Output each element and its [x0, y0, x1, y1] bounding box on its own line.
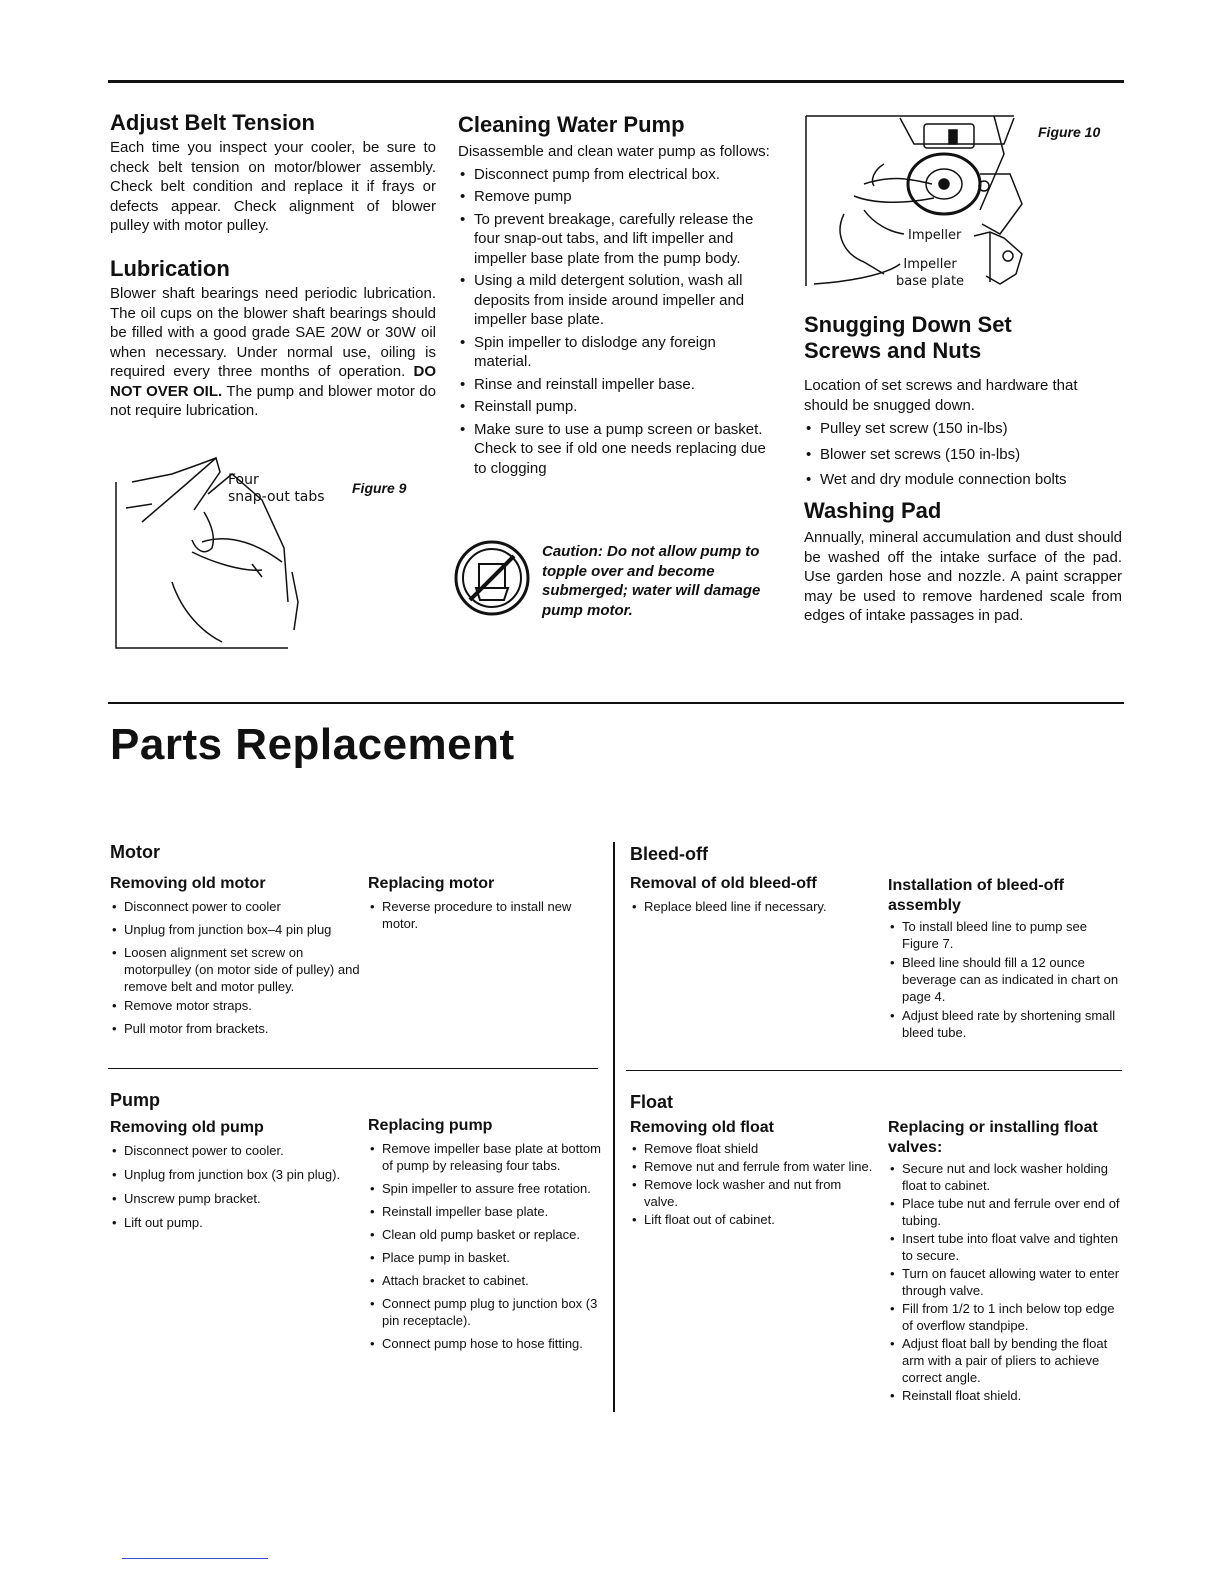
- list-item: • Secure nut and lock washer holding float to cabinet.: [888, 1160, 1124, 1194]
- washing-text: Annually, mineral accumulation and dust should be washed off the intake surface of the pad. Use garden hose and nozzle. A paint scrapper may be used to remove hardened scale from edges of intake passages in pad.: [804, 529, 1122, 624]
- list-item: • Connect pump hose to hose fitting.: [368, 1335, 604, 1352]
- list-item: • Spin impeller to assure free rotation.: [368, 1180, 604, 1197]
- top-rule: [108, 80, 1124, 83]
- pump-title-wrap: [110, 1090, 160, 1111]
- list-item: • Remove nut and ferrule from water line.: [630, 1158, 878, 1175]
- float-removing-list: [630, 1140, 878, 1228]
- pump-cleaning-title: Cleaning Water Pump: [458, 112, 685, 137]
- snugging-intro: Location of set screws and hardware that should be snugged down.: [804, 377, 1078, 414]
- list-item: • Disconnect power to cooler: [110, 898, 360, 915]
- motor-replacing-list: [368, 898, 588, 932]
- list-item: • Attach bracket to cabinet.: [368, 1272, 604, 1289]
- float-removing-title: Removing old float: [630, 1119, 774, 1136]
- list-item: • To install bleed line to pump see Figure 7.: [888, 918, 1124, 952]
- list-item: • Make sure to use a pump screen or basket. Check to see if old one needs replacing due to clogging: [458, 420, 770, 479]
- list-item: • Pull motor from brackets.: [110, 1020, 360, 1037]
- list-item: • Loosen alignment set screw on motorpulley (on motor side of pulley) and remove belt and motor pulley.: [110, 944, 360, 995]
- list-item: • Remove lock washer and nut from valve.: [630, 1176, 878, 1210]
- bleed-install-list: [888, 918, 1124, 1041]
- column-divider: [613, 842, 615, 1412]
- list-item: • Unscrew pump bracket.: [110, 1190, 360, 1207]
- motor-divider: [108, 1068, 598, 1069]
- list-item: • Remove pump: [458, 187, 770, 207]
- list-item: • Disconnect power to cooler.: [110, 1142, 360, 1159]
- lubrication-section: [110, 256, 436, 421]
- bleed-title-wrap: [630, 844, 708, 865]
- pump-removing: [110, 1118, 360, 1231]
- list-item: • Unplug from junction box–4 pin plug: [110, 921, 360, 938]
- figure-10: [804, 114, 1124, 294]
- motor-replacing: [368, 874, 588, 932]
- list-item: • Remove float shield: [630, 1140, 878, 1157]
- list-item: • Adjust bleed rate by shortening small bleed tube.: [888, 1007, 1124, 1041]
- belt-section: [110, 110, 436, 236]
- list-item: • Clean old pump basket or replace.: [368, 1226, 604, 1243]
- list-item: • Rinse and reinstall impeller base.: [458, 375, 770, 395]
- snugging-title: Snugging Down Set Screws and Nuts: [804, 312, 1012, 363]
- motor-removing-title: Removing old motor: [110, 875, 266, 892]
- float-replacing: [888, 1118, 1124, 1404]
- figure-9: [112, 452, 412, 657]
- list-item: • Lift float out of cabinet.: [630, 1211, 878, 1228]
- motor-title-wrap: [110, 842, 160, 863]
- list-item: • Reinstall impeller base plate.: [368, 1203, 604, 1220]
- list-item: • Bleed line should fill a 12 ounce beverage can as indicated in chart on page 4.: [888, 954, 1124, 1005]
- pump-removing-list: [110, 1142, 360, 1231]
- list-item: • Connect pump plug to junction box (3 pin receptacle).: [368, 1295, 604, 1329]
- figure-10-label: Figure 10: [1038, 124, 1101, 140]
- list-item: • Place tube nut and ferrule over end of tubing.: [888, 1195, 1124, 1229]
- bleed-removal-list: [630, 898, 880, 915]
- list-item: • Adjust float ball by bending the float arm with a pair of pliers to achieve correct angle.: [888, 1335, 1124, 1386]
- pump-removing-title: Removing old pump: [110, 1119, 264, 1136]
- washing-title: Washing Pad: [804, 498, 942, 523]
- page-title: Parts Replacement: [110, 720, 515, 769]
- float-replacing-list: [888, 1160, 1124, 1404]
- pump-replacing-title: Replacing pump: [368, 1117, 493, 1134]
- bleed-removal: [630, 874, 880, 915]
- bleed-title: Bleed-off: [630, 844, 708, 864]
- list-item: • Pulley set screw (150 in-lbs): [804, 419, 1124, 439]
- list-item: • Remove motor straps.: [110, 997, 360, 1014]
- figure-9-callout: Four snap-out tabs: [228, 472, 325, 505]
- list-item: • Place pump in basket.: [368, 1249, 604, 1266]
- belt-title: Adjust Belt Tension: [110, 110, 315, 135]
- motor-removing: [110, 874, 360, 1037]
- float-replacing-title: Replacing or installing float valves:: [888, 1119, 1098, 1156]
- caution-icon: [452, 538, 532, 618]
- washing-section: [804, 498, 1122, 626]
- figure-9-label: Figure 9: [352, 480, 407, 496]
- list-item: • Using a mild detergent solution, wash all deposits from inside around impeller and impeller base plate.: [458, 271, 770, 330]
- mid-rule: [108, 702, 1124, 704]
- pump-replacing-list: [368, 1140, 604, 1352]
- motor-removing-list: [110, 898, 360, 1037]
- bleed-removal-title: Removal of old bleed-off: [630, 875, 817, 892]
- list-item: • Wet and dry module connection bolts: [804, 470, 1124, 490]
- list-item: • Fill from 1/2 to 1 inch below top edge of overflow standpipe.: [888, 1300, 1124, 1334]
- list-item: • Unplug from junction box (3 pin plug).: [110, 1166, 360, 1183]
- list-item: • Reinstall pump.: [458, 397, 770, 417]
- float-title-wrap: [630, 1092, 673, 1113]
- belt-text: Each time you inspect your cooler, be sure to check belt tension on motor/blower assembly. Check belt condition and replace it if frays or defects appear. Check alignment of blower pulley with motor pulley.: [110, 139, 436, 234]
- pump-cleaning-section: [458, 112, 770, 478]
- pump-title: Pump: [110, 1090, 161, 1110]
- list-item: • Blower set screws (150 in-lbs): [804, 445, 1124, 465]
- bleed-install-title: Installation of bleed-off assembly: [888, 877, 1064, 914]
- list-item: • Lift out pump.: [110, 1214, 360, 1231]
- list-item: • Turn on faucet allowing water to enter through valve.: [888, 1265, 1124, 1299]
- list-item: • Remove impeller base plate at bottom of pump by releasing four tabs.: [368, 1140, 604, 1174]
- bleed-divider: [626, 1070, 1122, 1071]
- lubrication-text: Blower shaft bearings need periodic lubrication. The oil cups on the blower shaft bearings should be filled with a good grade SAE 20W or 30W oil when necessary. Under normal use, oiling is required every three months of operation. DO NOT OVER OIL. The pump and blower motor do not require lubrication.: [110, 285, 437, 419]
- snugging-list: [804, 419, 1124, 490]
- figure-10-impeller-label: Impeller: [908, 228, 962, 243]
- pump-replacing: [368, 1116, 604, 1352]
- figure-10-base-plate-label: Impeller base plate: [896, 257, 965, 289]
- motor-title: Motor: [110, 842, 160, 862]
- footer-line: [122, 1558, 268, 1559]
- pump-cleaning-intro: Disassemble and clean water pump as follows:: [458, 143, 770, 160]
- list-item: • Reinstall float shield.: [888, 1387, 1124, 1404]
- list-item: • Replace bleed line if necessary.: [630, 898, 880, 915]
- snugging-section: [804, 312, 1124, 490]
- list-item: • Spin impeller to dislodge any foreign material.: [458, 333, 770, 372]
- list-item: • To prevent breakage, carefully release the four snap-out tabs, and lift impeller and impeller base plate from the pump body.: [458, 210, 770, 269]
- pump-cleaning-steps: [458, 165, 770, 479]
- float-removing: [630, 1118, 878, 1228]
- caution-text: Caution: Do not allow pump to topple over and become submerged; water will damage pump motor.: [542, 543, 761, 619]
- list-item: • Disconnect pump from electrical box.: [458, 165, 770, 185]
- list-item: • Insert tube into float valve and tighten to secure.: [888, 1230, 1124, 1264]
- motor-replacing-title: Replacing motor: [368, 875, 495, 892]
- float-title: Float: [630, 1092, 673, 1112]
- list-item: • Reverse procedure to install new motor.: [368, 898, 588, 932]
- lubrication-emphasis: DO NOT OVER OIL.: [110, 363, 437, 400]
- bleed-install: [888, 876, 1124, 1041]
- lubrication-title: Lubrication: [110, 256, 230, 281]
